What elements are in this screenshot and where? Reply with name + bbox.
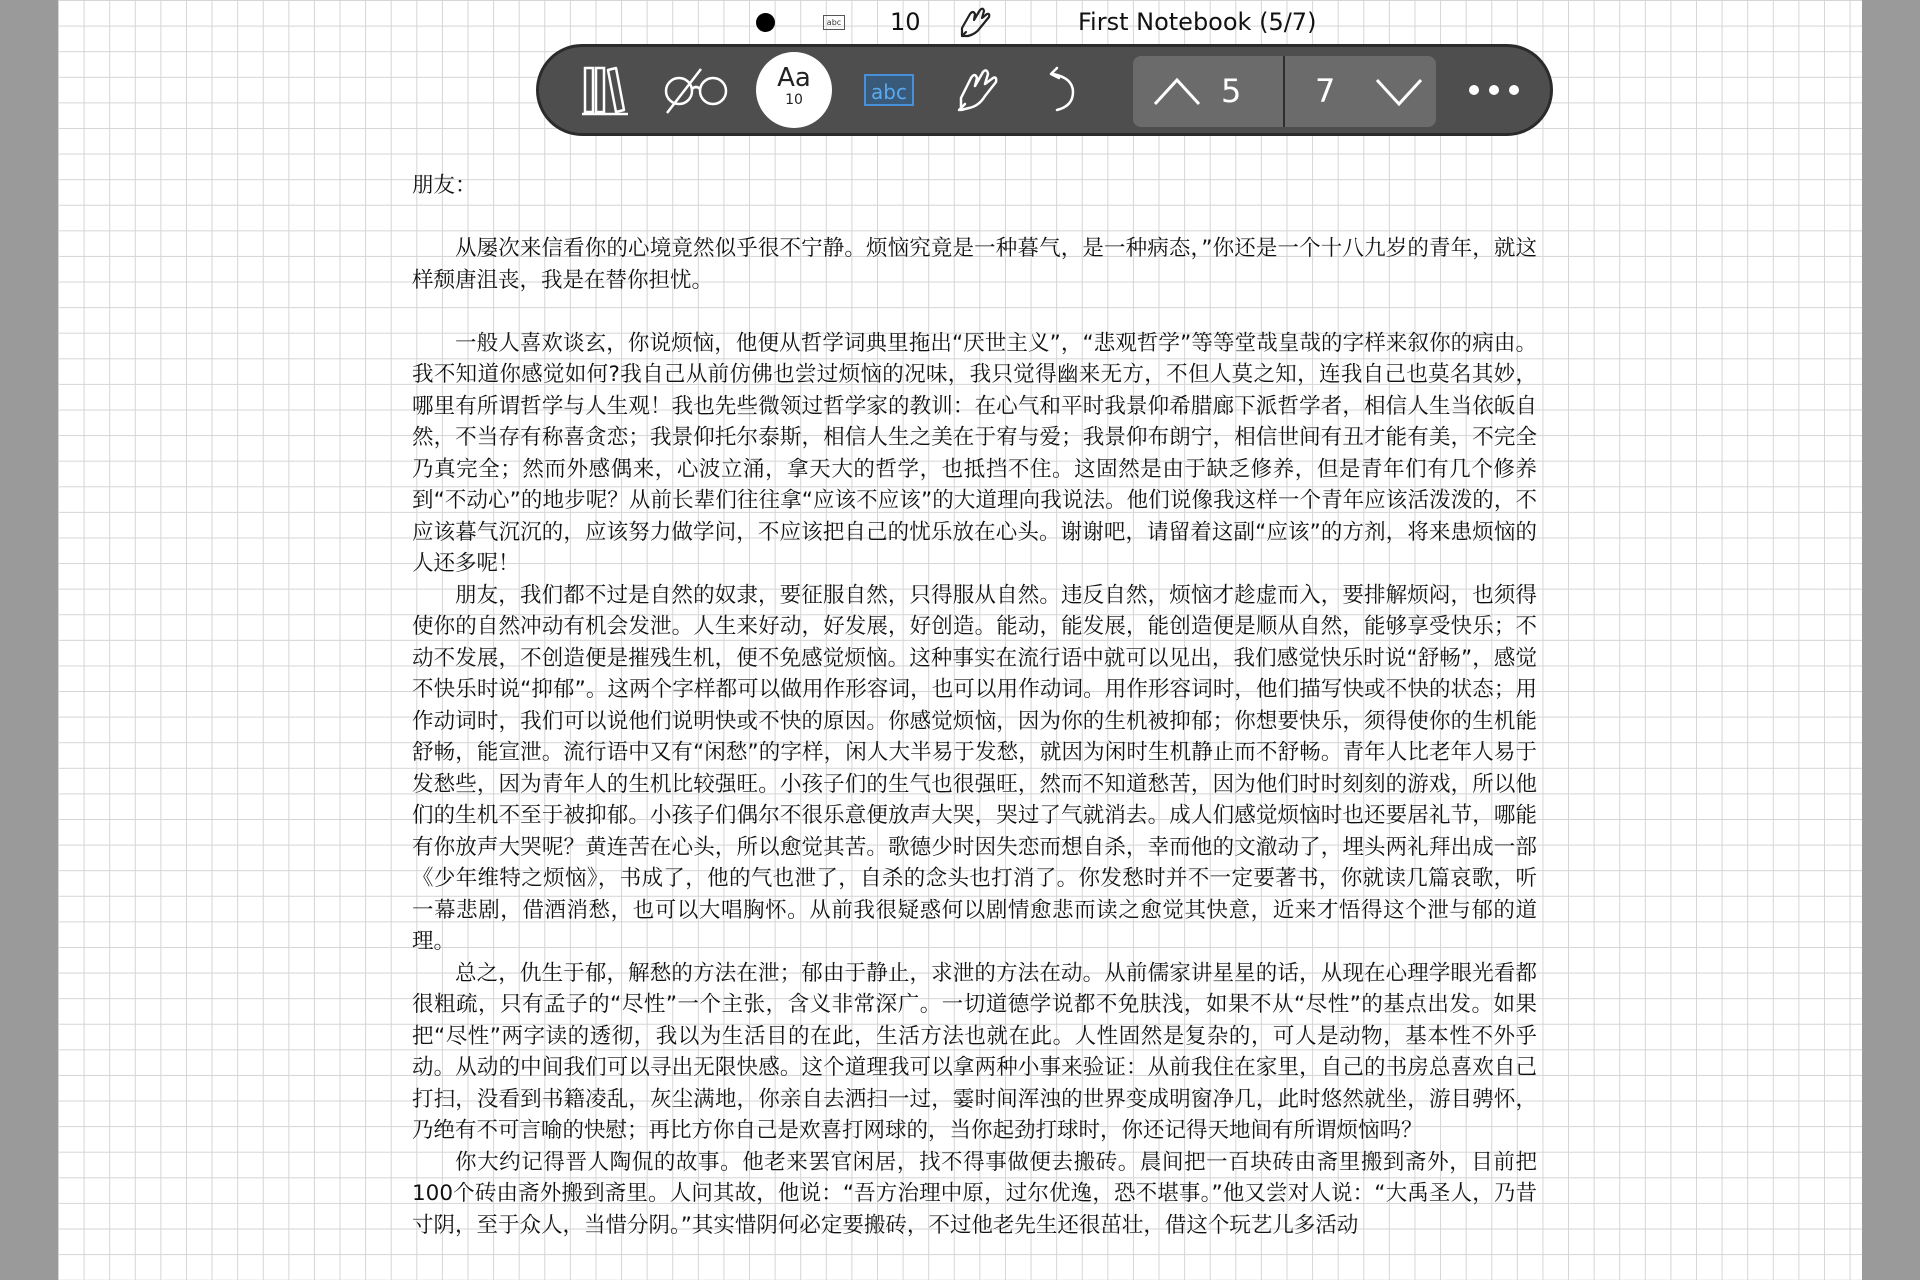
glasses-icon (661, 65, 731, 115)
gesture-button[interactable] (949, 47, 1009, 133)
text-recognition-button[interactable] (859, 47, 919, 133)
letter-paragraph: 从屡次来信看你的心境竟然似乎很不宁静。烦恼究竟是一种暮气，是一种病态，”你还是一个十八九岁的青年，就这样颓唐沮丧，我是在替你担忧。 (412, 236, 1537, 293)
letter-paragraph: 朋友，我们都不过是自然的奴隶，要征服自然，只得服从自然。违反自然，烦恼才趁虚而入，要排解烦闷，也须得使你的自然冲动有机会发泄。人生来好动，好发展，好创造。能动，能发展，能创造便是顺从自然，能够享受快乐；不动不发展，不创造便是摧残生机，便不免感觉烦恼。这种事实在流行语中就可以见出，我们感觉快乐时说“舒畅”，感觉不快乐时说“抑郁”。这两个字样都可以做用作形容词，也可以用作动词。用作形容词时，他们描写快或不快的状态；用作动词时，我们可以说他们说明快或不快的原因。你感觉烦恼，因为你的生机被抑郁；你想要快乐，须得使你的生机能舒畅，能宣泄。流行语中又有“闲愁”的字样，闲人大半易于发愁，就因为闲时生机静止而不舒畅。青年人比老年人易于发愁些，因为青年人的生机比较强旺。小孩子们的生气也很强旺，然而不知道愁苦，因为他们时时刻刻的游戏，所以他们的生机不至于被抑郁。小孩子们偶尔不很乐意便放声大哭，哭过了气就消去。成人们感觉烦恼时也还要居礼节，哪能有你放声大哭呢？黄连苦在心头，所以愈觉其苦。歌德少时因失恋而想自杀，幸而他的文澈动了，埋头两礼拜出成一部《少年维特之烦恼》，书成了，他的气也泄了，自杀的念头也打消了。你发愁时并不一定要著书，你就读几篇哀歌，听一幕悲剧，借酒消愁，也可以大唱胸怀。从前我很疑惑何以剧情愈悲而读之愈觉其快意，近来才悟得这个泄与郁的道理。 (412, 582, 1537, 954)
pager-divider (1283, 56, 1285, 127)
library-button[interactable] (575, 47, 635, 133)
undo-icon (1043, 64, 1083, 116)
gesture-icon (956, 6, 996, 40)
letter-paragraph: 总之，仇生于郁，解愁的方法在泄；郁由于静止，求泄的方法在动。从前儒家讲星星的话，从现在心理学眼光看都很粗疏，只有孟子的“尽性”一个主张，含义非常深广。一切道德学说都不免肤浅，如果不从“尽性”的基点出发。如果把“尽性”两字读的透彻，我以为生活目的在此，生活方法也就在此。人性固然是复杂的，可人是动物，基本性不外乎动。从动的中间我们可以寻出无限快感。这个道理我可以拿两种小事来验证：从前我住在家里，自己的书房总喜欢自己打扫，没看到书籍凌乱，灰尘满地，你亲自去洒扫一过，霎时间浑浊的世界变成明窗净几，此时悠然就坐，游目骋怀，乃绝有不可言喻的快慰；再比方你自己是欢喜打网球的，当你起劲打球时，你还记得天地间有所谓烦恼吗？ (412, 960, 1537, 1143)
letter-body (412, 170, 1537, 1241)
previous-page-button[interactable] (1151, 74, 1203, 112)
pen-color-indicator (756, 13, 775, 32)
font-button-label: Aa (777, 63, 811, 93)
font-settings-button[interactable] (756, 52, 832, 128)
font-size-indicator: 10 (890, 8, 921, 36)
main-toolbar (536, 44, 1553, 136)
status-strip (738, 4, 1378, 42)
notebook-title: First Notebook (5/7) (1078, 8, 1317, 36)
page-navigator (1133, 56, 1436, 127)
more-options-button[interactable] (1459, 47, 1529, 133)
font-button-size: 10 (785, 92, 803, 108)
view-mode-button[interactable] (659, 47, 733, 133)
next-page-button[interactable] (1373, 74, 1425, 112)
notebook-page[interactable] (58, 0, 1862, 1280)
text-recognition-label: abc (864, 74, 914, 106)
recognition-mode-indicator: abc (823, 15, 845, 30)
letter-paragraph: 你大约记得晋人陶侃的故事。他老来罢官闲居，找不得事做便去搬砖。晨间把一百块砖由斋里搬到斋外，目前把100个砖由斋外搬到斋里。人问其故，他说：“吾方治理中原，过尔优逸，恐不堪事。”他又尝对人说：“大禹圣人，乃昔寸阴，至于众人，当惜分阴。”其实惜阴何必定要搬砖，不过他老先生还很茁壮，借这个玩艺儿多活动 (412, 1149, 1537, 1238)
letter-paragraph: 一般人喜欢谈玄，你说烦恼，他便从哲学词典里拖出“厌世主义”，“悲观哲学”等等堂哉皇哉的字样来叙你的病由。我不知道你感觉如何?我自己从前仿佛也尝过烦恼的况味，我只觉得幽来无方，不但人莫之知，连我自己也莫名其妙，哪里有所谓哲学与人生观！我也先些微领过哲学家的教训：在心气和平时我景仰希腊廊下派哲学者，相信人生当依皈自然，不当存有称喜贪恋；我景仰托尔泰斯，相信人生之美在于宥与爱；我景仰布朗宁，相信世间有丑才能有美，不完全乃真完全；然而外感偶来，心波立涌，拿天大的哲学，也抵挡不住。这固然是由于缺乏修养，但是青年们有几个修养到“不动心”的地步呢？从前长辈们往往拿“应该不应该”的大道理向我说法。他们说像我这样一个青年应该活泼泼的，不应该暮气沉沉的，应该努力做学问，不应该把自己的忧乐放在心头。谢谢吧，请留着这副“应该”的方剂，将来患烦恼的人还多呢！ (412, 330, 1537, 576)
gesture-hand-icon (953, 64, 1005, 116)
letter-greeting: 朋友： (412, 173, 477, 198)
library-icon (580, 62, 630, 118)
undo-button[interactable] (1035, 47, 1091, 133)
current-page-number[interactable]: 5 (1221, 72, 1242, 110)
total-page-count: 7 (1315, 72, 1336, 110)
more-dots-icon (1466, 83, 1522, 97)
